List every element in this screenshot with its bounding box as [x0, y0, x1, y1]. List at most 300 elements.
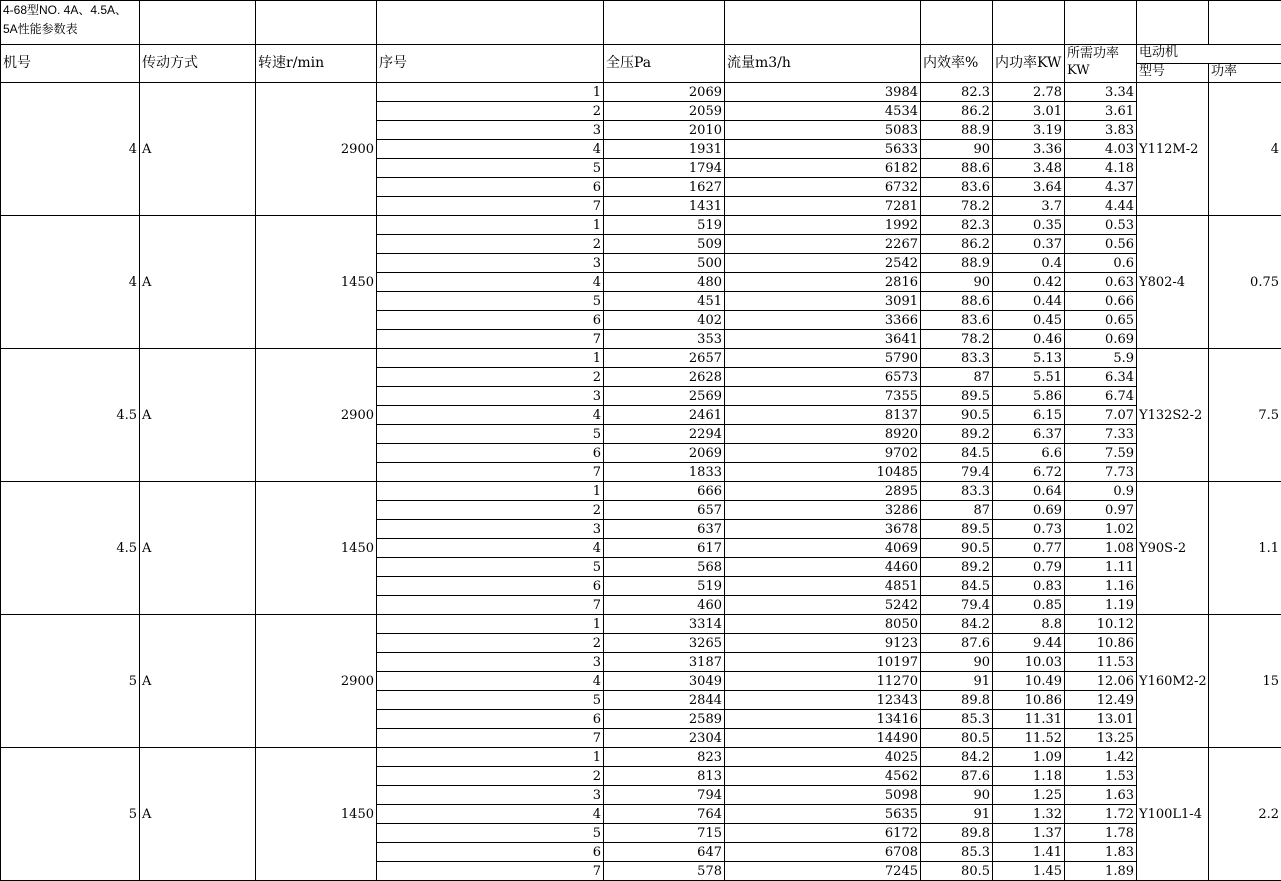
efficiency-cell[interactable]: 90	[921, 653, 993, 672]
required-power-cell[interactable]: 6.74	[1065, 387, 1137, 406]
efficiency-cell[interactable]: 79.4	[921, 596, 993, 615]
required-power-cell[interactable]: 5.9	[1065, 349, 1137, 368]
pressure-cell[interactable]: 2304	[604, 729, 725, 748]
pressure-cell[interactable]: 480	[604, 273, 725, 292]
required-power-cell[interactable]: 4.18	[1065, 159, 1137, 178]
flow-cell[interactable]: 9702	[725, 444, 921, 463]
seq-cell[interactable]: 2	[377, 102, 604, 121]
required-power-cell[interactable]: 11.53	[1065, 653, 1137, 672]
flow-cell[interactable]: 6172	[725, 824, 921, 843]
flow-cell[interactable]: 2542	[725, 254, 921, 273]
seq-cell[interactable]: 3	[377, 520, 604, 539]
required-power-cell[interactable]: 10.12	[1065, 615, 1137, 634]
drive-cell[interactable]: A	[140, 748, 256, 881]
required-power-cell[interactable]: 1.72	[1065, 805, 1137, 824]
header-machine-no[interactable]: 机号	[1, 45, 140, 83]
required-power-cell[interactable]: 1.11	[1065, 558, 1137, 577]
flow-cell[interactable]: 6732	[725, 178, 921, 197]
flow-cell[interactable]: 3286	[725, 501, 921, 520]
inner-power-cell[interactable]: 6.72	[993, 463, 1065, 482]
inner-power-cell[interactable]: 6.37	[993, 425, 1065, 444]
flow-cell[interactable]: 11270	[725, 672, 921, 691]
pressure-cell[interactable]: 1833	[604, 463, 725, 482]
motor-power-cell[interactable]: 7.5	[1209, 349, 1281, 482]
required-power-cell[interactable]: 1.42	[1065, 748, 1137, 767]
drive-cell[interactable]: A	[140, 83, 256, 216]
seq-cell[interactable]: 5	[377, 824, 604, 843]
efficiency-cell[interactable]: 90.5	[921, 406, 993, 425]
flow-cell[interactable]: 3091	[725, 292, 921, 311]
required-power-cell[interactable]: 7.73	[1065, 463, 1137, 482]
pressure-cell[interactable]: 2461	[604, 406, 725, 425]
machine-no-cell[interactable]: 5	[1, 615, 140, 748]
flow-cell[interactable]: 5083	[725, 121, 921, 140]
drive-cell[interactable]: A	[140, 216, 256, 349]
header-motor-model[interactable]: 型号	[1137, 64, 1209, 83]
header-drive[interactable]: 传动方式	[140, 45, 256, 83]
speed-cell[interactable]: 2900	[256, 615, 377, 748]
required-power-cell[interactable]: 1.16	[1065, 577, 1137, 596]
flow-cell[interactable]: 5790	[725, 349, 921, 368]
efficiency-cell[interactable]: 85.3	[921, 843, 993, 862]
efficiency-cell[interactable]: 89.8	[921, 691, 993, 710]
required-power-cell[interactable]: 1.78	[1065, 824, 1137, 843]
inner-power-cell[interactable]: 0.37	[993, 235, 1065, 254]
flow-cell[interactable]: 4851	[725, 577, 921, 596]
seq-cell[interactable]: 2	[377, 235, 604, 254]
flow-cell[interactable]: 3678	[725, 520, 921, 539]
inner-power-cell[interactable]: 0.45	[993, 311, 1065, 330]
flow-cell[interactable]: 6708	[725, 843, 921, 862]
pressure-cell[interactable]: 813	[604, 767, 725, 786]
required-power-cell[interactable]: 4.37	[1065, 178, 1137, 197]
efficiency-cell[interactable]: 79.4	[921, 463, 993, 482]
pressure-cell[interactable]: 637	[604, 520, 725, 539]
flow-cell[interactable]: 8050	[725, 615, 921, 634]
drive-cell[interactable]: A	[140, 615, 256, 748]
seq-cell[interactable]: 3	[377, 387, 604, 406]
speed-cell[interactable]: 1450	[256, 482, 377, 615]
header-pressure[interactable]: 全压Pa	[604, 45, 725, 83]
required-power-cell[interactable]: 13.01	[1065, 710, 1137, 729]
seq-cell[interactable]: 1	[377, 615, 604, 634]
required-power-cell[interactable]: 0.53	[1065, 216, 1137, 235]
efficiency-cell[interactable]: 88.9	[921, 121, 993, 140]
seq-cell[interactable]: 6	[377, 178, 604, 197]
pressure-cell[interactable]: 1794	[604, 159, 725, 178]
inner-power-cell[interactable]: 5.13	[993, 349, 1065, 368]
efficiency-cell[interactable]: 82.3	[921, 216, 993, 235]
drive-cell[interactable]: A	[140, 482, 256, 615]
motor-power-cell[interactable]: 4	[1209, 83, 1281, 216]
seq-cell[interactable]: 1	[377, 349, 604, 368]
header-motor[interactable]: 电动机	[1137, 45, 1281, 64]
empty-cell[interactable]	[256, 1, 377, 45]
inner-power-cell[interactable]: 5.51	[993, 368, 1065, 387]
empty-cell[interactable]	[140, 1, 256, 45]
efficiency-cell[interactable]: 88.6	[921, 292, 993, 311]
required-power-cell[interactable]: 4.03	[1065, 140, 1137, 159]
required-power-cell[interactable]: 3.61	[1065, 102, 1137, 121]
pressure-cell[interactable]: 2589	[604, 710, 725, 729]
required-power-cell[interactable]: 7.33	[1065, 425, 1137, 444]
pressure-cell[interactable]: 2010	[604, 121, 725, 140]
header-flow[interactable]: 流量m3/h	[725, 45, 921, 83]
flow-cell[interactable]: 8137	[725, 406, 921, 425]
required-power-cell[interactable]: 1.02	[1065, 520, 1137, 539]
flow-cell[interactable]: 3366	[725, 311, 921, 330]
pressure-cell[interactable]: 2844	[604, 691, 725, 710]
efficiency-cell[interactable]: 89.2	[921, 558, 993, 577]
efficiency-cell[interactable]: 84.5	[921, 577, 993, 596]
flow-cell[interactable]: 4562	[725, 767, 921, 786]
seq-cell[interactable]: 7	[377, 463, 604, 482]
flow-cell[interactable]: 5633	[725, 140, 921, 159]
pressure-cell[interactable]: 568	[604, 558, 725, 577]
pressure-cell[interactable]: 509	[604, 235, 725, 254]
required-power-cell[interactable]: 4.44	[1065, 197, 1137, 216]
pressure-cell[interactable]: 3049	[604, 672, 725, 691]
pressure-cell[interactable]: 794	[604, 786, 725, 805]
efficiency-cell[interactable]: 83.3	[921, 349, 993, 368]
motor-power-cell[interactable]: 1.1	[1209, 482, 1281, 615]
speed-cell[interactable]: 1450	[256, 748, 377, 881]
empty-cell[interactable]	[377, 1, 604, 45]
inner-power-cell[interactable]: 3.19	[993, 121, 1065, 140]
motor-model-cell[interactable]: Y112M-2	[1137, 83, 1209, 216]
flow-cell[interactable]: 7355	[725, 387, 921, 406]
inner-power-cell[interactable]: 3.64	[993, 178, 1065, 197]
efficiency-cell[interactable]: 90.5	[921, 539, 993, 558]
seq-cell[interactable]: 2	[377, 501, 604, 520]
efficiency-cell[interactable]: 80.5	[921, 862, 993, 881]
efficiency-cell[interactable]: 84.2	[921, 748, 993, 767]
seq-cell[interactable]: 4	[377, 672, 604, 691]
pressure-cell[interactable]: 657	[604, 501, 725, 520]
inner-power-cell[interactable]: 3.01	[993, 102, 1065, 121]
header-inner-power[interactable]: 内功率KW	[993, 45, 1065, 83]
efficiency-cell[interactable]: 83.3	[921, 482, 993, 501]
pressure-cell[interactable]: 715	[604, 824, 725, 843]
inner-power-cell[interactable]: 3.7	[993, 197, 1065, 216]
flow-cell[interactable]: 5098	[725, 786, 921, 805]
seq-cell[interactable]: 4	[377, 539, 604, 558]
flow-cell[interactable]: 3984	[725, 83, 921, 102]
seq-cell[interactable]: 6	[377, 843, 604, 862]
inner-power-cell[interactable]: 1.41	[993, 843, 1065, 862]
inner-power-cell[interactable]: 0.64	[993, 482, 1065, 501]
empty-cell[interactable]	[725, 1, 921, 45]
header-required-power[interactable]: 所需功率KW	[1065, 45, 1137, 83]
required-power-cell[interactable]: 13.25	[1065, 729, 1137, 748]
required-power-cell[interactable]: 0.69	[1065, 330, 1137, 349]
required-power-cell[interactable]: 6.34	[1065, 368, 1137, 387]
inner-power-cell[interactable]: 11.52	[993, 729, 1065, 748]
efficiency-cell[interactable]: 83.6	[921, 178, 993, 197]
flow-cell[interactable]: 1992	[725, 216, 921, 235]
flow-cell[interactable]: 4069	[725, 539, 921, 558]
pressure-cell[interactable]: 519	[604, 216, 725, 235]
inner-power-cell[interactable]: 1.45	[993, 862, 1065, 881]
machine-no-cell[interactable]: 4.5	[1, 349, 140, 482]
required-power-cell[interactable]: 1.08	[1065, 539, 1137, 558]
seq-cell[interactable]: 1	[377, 216, 604, 235]
empty-cell[interactable]	[604, 1, 725, 45]
seq-cell[interactable]: 7	[377, 729, 604, 748]
seq-cell[interactable]: 4	[377, 406, 604, 425]
seq-cell[interactable]: 5	[377, 425, 604, 444]
efficiency-cell[interactable]: 89.5	[921, 387, 993, 406]
flow-cell[interactable]: 3641	[725, 330, 921, 349]
required-power-cell[interactable]: 0.97	[1065, 501, 1137, 520]
inner-power-cell[interactable]: 1.25	[993, 786, 1065, 805]
empty-cell[interactable]	[993, 1, 1065, 45]
efficiency-cell[interactable]: 87.6	[921, 767, 993, 786]
inner-power-cell[interactable]: 0.4	[993, 254, 1065, 273]
flow-cell[interactable]: 6182	[725, 159, 921, 178]
seq-cell[interactable]: 4	[377, 140, 604, 159]
required-power-cell[interactable]: 1.19	[1065, 596, 1137, 615]
flow-cell[interactable]: 6573	[725, 368, 921, 387]
machine-no-cell[interactable]: 4	[1, 83, 140, 216]
seq-cell[interactable]: 6	[377, 444, 604, 463]
inner-power-cell[interactable]: 0.46	[993, 330, 1065, 349]
required-power-cell[interactable]: 1.89	[1065, 862, 1137, 881]
empty-cell[interactable]	[1137, 1, 1209, 45]
required-power-cell[interactable]: 7.59	[1065, 444, 1137, 463]
empty-cell[interactable]	[1065, 1, 1137, 45]
inner-power-cell[interactable]: 0.69	[993, 501, 1065, 520]
seq-cell[interactable]: 5	[377, 691, 604, 710]
efficiency-cell[interactable]: 90	[921, 140, 993, 159]
inner-power-cell[interactable]: 0.42	[993, 273, 1065, 292]
seq-cell[interactable]: 2	[377, 634, 604, 653]
efficiency-cell[interactable]: 90	[921, 273, 993, 292]
machine-no-cell[interactable]: 5	[1, 748, 140, 881]
seq-cell[interactable]: 4	[377, 805, 604, 824]
seq-cell[interactable]: 6	[377, 710, 604, 729]
efficiency-cell[interactable]: 88.9	[921, 254, 993, 273]
pressure-cell[interactable]: 402	[604, 311, 725, 330]
flow-cell[interactable]: 4534	[725, 102, 921, 121]
pressure-cell[interactable]: 617	[604, 539, 725, 558]
pressure-cell[interactable]: 2069	[604, 83, 725, 102]
pressure-cell[interactable]: 353	[604, 330, 725, 349]
efficiency-cell[interactable]: 87	[921, 501, 993, 520]
seq-cell[interactable]: 1	[377, 482, 604, 501]
required-power-cell[interactable]: 0.6	[1065, 254, 1137, 273]
header-speed[interactable]: 转速r/min	[256, 45, 377, 83]
motor-model-cell[interactable]: Y132S2-2	[1137, 349, 1209, 482]
machine-no-cell[interactable]: 4.5	[1, 482, 140, 615]
inner-power-cell[interactable]: 0.44	[993, 292, 1065, 311]
inner-power-cell[interactable]: 1.18	[993, 767, 1065, 786]
flow-cell[interactable]: 12343	[725, 691, 921, 710]
motor-power-cell[interactable]: 15	[1209, 615, 1281, 748]
pressure-cell[interactable]: 500	[604, 254, 725, 273]
efficiency-cell[interactable]: 86.2	[921, 235, 993, 254]
flow-cell[interactable]: 14490	[725, 729, 921, 748]
inner-power-cell[interactable]: 0.35	[993, 216, 1065, 235]
flow-cell[interactable]: 5635	[725, 805, 921, 824]
pressure-cell[interactable]: 3314	[604, 615, 725, 634]
required-power-cell[interactable]: 12.06	[1065, 672, 1137, 691]
pressure-cell[interactable]: 2657	[604, 349, 725, 368]
flow-cell[interactable]: 10485	[725, 463, 921, 482]
inner-power-cell[interactable]: 0.77	[993, 539, 1065, 558]
seq-cell[interactable]: 5	[377, 292, 604, 311]
pressure-cell[interactable]: 647	[604, 843, 725, 862]
flow-cell[interactable]: 4460	[725, 558, 921, 577]
seq-cell[interactable]: 7	[377, 330, 604, 349]
inner-power-cell[interactable]: 10.86	[993, 691, 1065, 710]
inner-power-cell[interactable]: 1.37	[993, 824, 1065, 843]
flow-cell[interactable]: 10197	[725, 653, 921, 672]
flow-cell[interactable]: 7281	[725, 197, 921, 216]
seq-cell[interactable]: 3	[377, 254, 604, 273]
required-power-cell[interactable]: 1.63	[1065, 786, 1137, 805]
speed-cell[interactable]: 1450	[256, 216, 377, 349]
pressure-cell[interactable]: 2059	[604, 102, 725, 121]
flow-cell[interactable]: 9123	[725, 634, 921, 653]
efficiency-cell[interactable]: 78.2	[921, 197, 993, 216]
flow-cell[interactable]: 13416	[725, 710, 921, 729]
motor-model-cell[interactable]: Y802-4	[1137, 216, 1209, 349]
seq-cell[interactable]: 2	[377, 767, 604, 786]
efficiency-cell[interactable]: 90	[921, 786, 993, 805]
inner-power-cell[interactable]: 5.86	[993, 387, 1065, 406]
pressure-cell[interactable]: 764	[604, 805, 725, 824]
pressure-cell[interactable]: 578	[604, 862, 725, 881]
inner-power-cell[interactable]: 0.73	[993, 520, 1065, 539]
seq-cell[interactable]: 5	[377, 159, 604, 178]
pressure-cell[interactable]: 460	[604, 596, 725, 615]
table-title[interactable]: 4-68型NO. 4A、4.5A、5A性能参数表	[1, 1, 140, 45]
pressure-cell[interactable]: 3265	[604, 634, 725, 653]
efficiency-cell[interactable]: 91	[921, 805, 993, 824]
seq-cell[interactable]: 6	[377, 577, 604, 596]
efficiency-cell[interactable]: 89.8	[921, 824, 993, 843]
pressure-cell[interactable]: 1431	[604, 197, 725, 216]
required-power-cell[interactable]: 0.9	[1065, 482, 1137, 501]
pressure-cell[interactable]: 2569	[604, 387, 725, 406]
efficiency-cell[interactable]: 84.5	[921, 444, 993, 463]
efficiency-cell[interactable]: 89.5	[921, 520, 993, 539]
required-power-cell[interactable]: 10.86	[1065, 634, 1137, 653]
efficiency-cell[interactable]: 80.5	[921, 729, 993, 748]
seq-cell[interactable]: 3	[377, 653, 604, 672]
flow-cell[interactable]: 5242	[725, 596, 921, 615]
required-power-cell[interactable]: 0.63	[1065, 273, 1137, 292]
inner-power-cell[interactable]: 3.36	[993, 140, 1065, 159]
inner-power-cell[interactable]: 1.32	[993, 805, 1065, 824]
efficiency-cell[interactable]: 88.6	[921, 159, 993, 178]
inner-power-cell[interactable]: 10.03	[993, 653, 1065, 672]
flow-cell[interactable]: 7245	[725, 862, 921, 881]
inner-power-cell[interactable]: 10.49	[993, 672, 1065, 691]
inner-power-cell[interactable]: 6.6	[993, 444, 1065, 463]
flow-cell[interactable]: 8920	[725, 425, 921, 444]
inner-power-cell[interactable]: 0.83	[993, 577, 1065, 596]
seq-cell[interactable]: 7	[377, 596, 604, 615]
efficiency-cell[interactable]: 83.6	[921, 311, 993, 330]
seq-cell[interactable]: 1	[377, 83, 604, 102]
required-power-cell[interactable]: 3.83	[1065, 121, 1137, 140]
inner-power-cell[interactable]: 0.85	[993, 596, 1065, 615]
motor-power-cell[interactable]: 0.75	[1209, 216, 1281, 349]
required-power-cell[interactable]: 12.49	[1065, 691, 1137, 710]
efficiency-cell[interactable]: 87.6	[921, 634, 993, 653]
pressure-cell[interactable]: 2069	[604, 444, 725, 463]
motor-model-cell[interactable]: Y100L1-4	[1137, 748, 1209, 881]
inner-power-cell[interactable]: 0.79	[993, 558, 1065, 577]
pressure-cell[interactable]: 2294	[604, 425, 725, 444]
inner-power-cell[interactable]: 11.31	[993, 710, 1065, 729]
inner-power-cell[interactable]: 8.8	[993, 615, 1065, 634]
pressure-cell[interactable]: 666	[604, 482, 725, 501]
efficiency-cell[interactable]: 84.2	[921, 615, 993, 634]
inner-power-cell[interactable]: 1.09	[993, 748, 1065, 767]
pressure-cell[interactable]: 1627	[604, 178, 725, 197]
flow-cell[interactable]: 2267	[725, 235, 921, 254]
flow-cell[interactable]: 4025	[725, 748, 921, 767]
required-power-cell[interactable]: 1.83	[1065, 843, 1137, 862]
pressure-cell[interactable]: 519	[604, 577, 725, 596]
efficiency-cell[interactable]: 78.2	[921, 330, 993, 349]
seq-cell[interactable]: 1	[377, 748, 604, 767]
seq-cell[interactable]: 6	[377, 311, 604, 330]
inner-power-cell[interactable]: 3.48	[993, 159, 1065, 178]
required-power-cell[interactable]: 0.56	[1065, 235, 1137, 254]
inner-power-cell[interactable]: 2.78	[993, 83, 1065, 102]
machine-no-cell[interactable]: 4	[1, 216, 140, 349]
seq-cell[interactable]: 3	[377, 786, 604, 805]
required-power-cell[interactable]: 0.65	[1065, 311, 1137, 330]
motor-model-cell[interactable]: Y160M2-2	[1137, 615, 1209, 748]
flow-cell[interactable]: 2816	[725, 273, 921, 292]
motor-power-cell[interactable]: 2.2	[1209, 748, 1281, 881]
pressure-cell[interactable]: 823	[604, 748, 725, 767]
efficiency-cell[interactable]: 86.2	[921, 102, 993, 121]
efficiency-cell[interactable]: 85.3	[921, 710, 993, 729]
empty-cell[interactable]	[921, 1, 993, 45]
speed-cell[interactable]: 2900	[256, 83, 377, 216]
seq-cell[interactable]: 5	[377, 558, 604, 577]
seq-cell[interactable]: 7	[377, 197, 604, 216]
seq-cell[interactable]: 4	[377, 273, 604, 292]
pressure-cell[interactable]: 451	[604, 292, 725, 311]
motor-model-cell[interactable]: Y90S-2	[1137, 482, 1209, 615]
header-motor-power[interactable]: 功率	[1209, 64, 1281, 83]
pressure-cell[interactable]: 3187	[604, 653, 725, 672]
seq-cell[interactable]: 7	[377, 862, 604, 881]
flow-cell[interactable]: 2895	[725, 482, 921, 501]
speed-cell[interactable]: 2900	[256, 349, 377, 482]
pressure-cell[interactable]: 1931	[604, 140, 725, 159]
efficiency-cell[interactable]: 89.2	[921, 425, 993, 444]
drive-cell[interactable]: A	[140, 349, 256, 482]
header-efficiency[interactable]: 内效率%	[921, 45, 993, 83]
required-power-cell[interactable]: 1.53	[1065, 767, 1137, 786]
required-power-cell[interactable]: 0.66	[1065, 292, 1137, 311]
empty-cell[interactable]	[1209, 1, 1281, 45]
header-seq[interactable]: 序号	[377, 45, 604, 83]
inner-power-cell[interactable]: 6.15	[993, 406, 1065, 425]
seq-cell[interactable]: 3	[377, 121, 604, 140]
efficiency-cell[interactable]: 87	[921, 368, 993, 387]
required-power-cell[interactable]: 3.34	[1065, 83, 1137, 102]
efficiency-cell[interactable]: 91	[921, 672, 993, 691]
